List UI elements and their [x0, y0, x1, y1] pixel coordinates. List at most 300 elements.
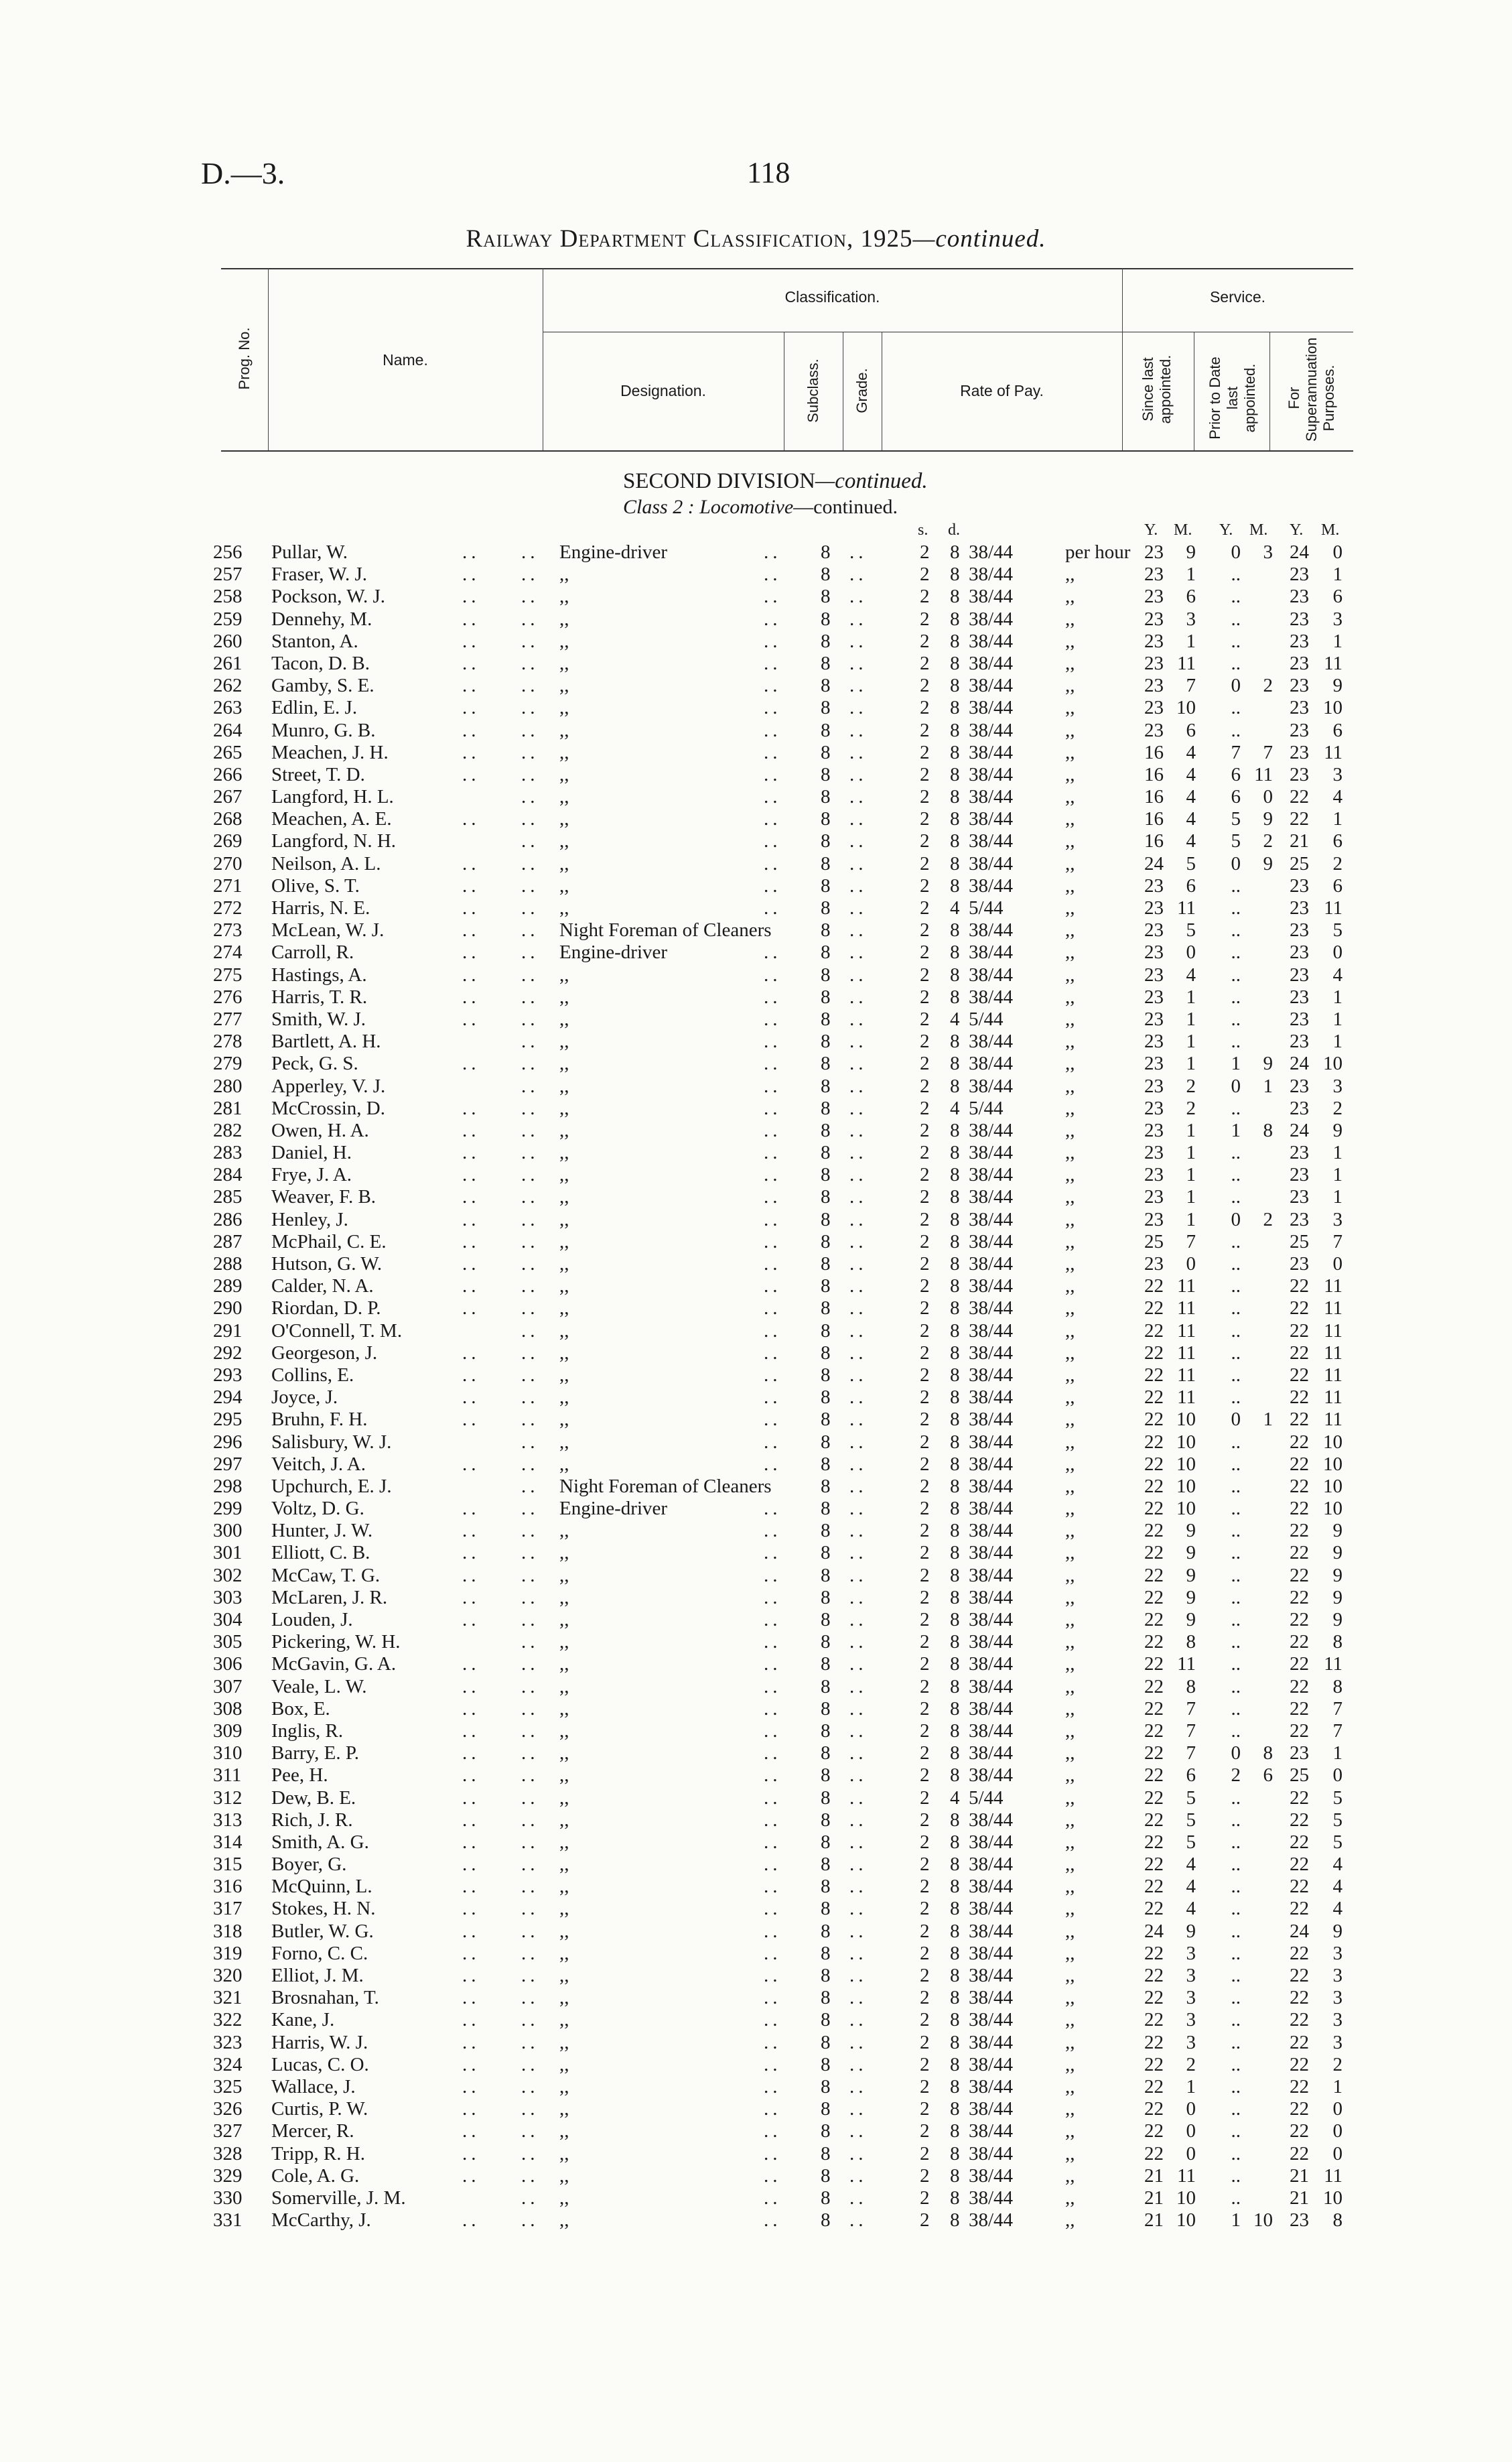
leader-dots: ..: [849, 1208, 868, 1230]
cell-rate-fraction: 38/44: [969, 1186, 1014, 1208]
cell-subclass: 8: [821, 1142, 831, 1164]
cell-prior-years: ..: [1231, 1230, 1241, 1252]
cell-rate-fraction: 38/44: [969, 1965, 1014, 1986]
cell-rate-shillings: 2: [920, 1764, 930, 1787]
cell-name: Barry, E. P.: [271, 1742, 360, 1764]
cell-subclass: 8: [821, 608, 831, 630]
cell-subclass: 8: [821, 697, 831, 719]
cell-rate-period: ,,: [1065, 874, 1075, 897]
cell-since-months: 0: [1186, 2120, 1196, 2142]
leader-dots: ..: [849, 1386, 868, 1409]
cell-super-years: 22: [1290, 2053, 1309, 2075]
leader-dots: ..: [462, 1253, 480, 1275]
table-row: [0, 1453, 1512, 1476]
leader-dots: ..: [521, 1720, 539, 1742]
cell-subclass: 8: [821, 1097, 831, 1119]
cell-name: McCaw, T. G.: [271, 1564, 381, 1586]
cell-designation: ,,: [559, 808, 569, 830]
cell-rate-fraction: 38/44: [969, 1697, 1014, 1720]
leader-dots: ..: [521, 564, 539, 586]
cell-name: Langford, N. H.: [271, 830, 397, 852]
cell-rate-pence: 8: [950, 786, 960, 808]
cell-rate-period: ,,: [1065, 1431, 1075, 1453]
cell-since-years: 23: [1144, 1119, 1164, 1141]
cell-name: Stanton, A.: [271, 630, 358, 652]
leader-dots: ..: [764, 586, 782, 608]
leader-dots: ..: [764, 942, 782, 964]
leader-dots: ..: [849, 1498, 868, 1520]
cell-prior-years: 6: [1231, 763, 1241, 785]
cell-prior-years: 6: [1231, 786, 1241, 808]
cell-rate-fraction: 38/44: [969, 586, 1014, 608]
leader-dots: ..: [849, 1475, 868, 1497]
leader-dots: ..: [521, 697, 539, 719]
cell-super-months: 3: [1332, 1942, 1343, 1964]
cell-rate-pence: 8: [950, 2209, 960, 2231]
cell-subclass: 8: [821, 1898, 831, 1920]
cell-subclass: 8: [821, 1297, 831, 1319]
cell-rate-period: ,,: [1065, 1764, 1075, 1787]
cell-rate-shillings: 2: [920, 2142, 930, 2164]
leader-dots: ..: [849, 1542, 868, 1564]
cell-since-years: 16: [1144, 830, 1164, 852]
cell-since-years: 24: [1144, 852, 1164, 874]
cell-super-months: 9: [1332, 675, 1343, 697]
cell-rate-fraction: 38/44: [969, 1253, 1014, 1275]
cell-since-years: 23: [1144, 719, 1164, 741]
cell-rate-pence: 8: [950, 1720, 960, 1742]
cell-rate-fraction: 38/44: [969, 541, 1014, 563]
cell-prior-years: ..: [1231, 608, 1241, 630]
cell-rate-pence: 8: [950, 830, 960, 852]
cell-designation: ,,: [559, 1542, 569, 1564]
leader-dots: ..: [849, 1275, 868, 1297]
cell-rate-pence: 8: [950, 1920, 960, 1942]
cell-subclass: 8: [821, 2120, 831, 2142]
cell-super-years: 23: [1290, 1742, 1309, 1764]
cell-rate-shillings: 2: [920, 1742, 930, 1764]
leader-dots: ..: [462, 1364, 480, 1386]
leader-dots: ..: [521, 1208, 539, 1230]
cell-subclass: 8: [821, 964, 831, 986]
cell-since-months: 5: [1186, 1831, 1196, 1853]
cell-rate-shillings: 2: [920, 1854, 930, 1876]
cell-super-months: 10: [1323, 1475, 1343, 1497]
cell-rate-pence: 8: [950, 852, 960, 874]
cell-super-months: 11: [1324, 1653, 1343, 1675]
cell-since-years: 23: [1144, 986, 1164, 1008]
cell-rate-shillings: 2: [920, 919, 930, 942]
cell-rate-shillings: 2: [920, 564, 930, 586]
cell-super-years: 22: [1290, 1520, 1309, 1542]
leader-dots: ..: [521, 741, 539, 763]
leader-dots: ..: [521, 1854, 539, 1876]
cell-prior-years: ..: [1231, 1253, 1241, 1275]
cell-super-months: 1: [1332, 1031, 1343, 1053]
cell-rate-pence: 8: [950, 1520, 960, 1542]
cell-super-years: 22: [1290, 1586, 1309, 1608]
cell-rate-pence: 4: [950, 1787, 960, 1809]
leader-dots: ..: [849, 1520, 868, 1542]
leader-dots: ..: [462, 808, 480, 830]
cell-prior-years: ..: [1231, 1920, 1241, 1942]
cell-subclass: 8: [821, 808, 831, 830]
cell-rate-fraction: 38/44: [969, 1319, 1014, 1342]
cell-prog-no: 317: [213, 1898, 243, 1920]
leader-dots: ..: [849, 608, 868, 630]
cell-name: Tripp, R. H.: [271, 2142, 365, 2164]
cell-super-months: 1: [1332, 986, 1343, 1008]
leader-dots: ..: [849, 1586, 868, 1608]
leader-dots: ..: [764, 1742, 782, 1764]
table-row: [0, 1164, 1512, 1186]
cell-designation: ,,: [559, 608, 569, 630]
cell-since-years: 22: [1144, 1831, 1164, 1853]
leader-dots: ..: [521, 586, 539, 608]
cell-rate-shillings: 2: [920, 1386, 930, 1409]
leader-dots: ..: [521, 919, 539, 942]
leader-dots: ..: [764, 1787, 782, 1809]
cell-since-months: 1: [1186, 1031, 1196, 1053]
table-row: [0, 1498, 1512, 1520]
leader-dots: ..: [462, 1854, 480, 1876]
cell-name: McLaren, J. R.: [271, 1586, 388, 1608]
table-row: [0, 830, 1512, 852]
leader-dots: ..: [849, 2098, 868, 2120]
cell-name: Veale, L. W.: [271, 1675, 367, 1697]
cell-since-years: 22: [1144, 1297, 1164, 1319]
cell-name: Somerville, J. M.: [271, 2187, 406, 2209]
cell-super-months: 9: [1332, 1920, 1343, 1942]
cell-prior-years: ..: [1231, 1431, 1241, 1453]
cell-since-years: 23: [1144, 1208, 1164, 1230]
cell-rate-pence: 8: [950, 2053, 960, 2075]
cell-subclass: 8: [821, 1053, 831, 1075]
leader-dots: ..: [849, 1609, 868, 1630]
leader-dots: ..: [849, 2075, 868, 2097]
leader-dots: ..: [764, 741, 782, 763]
table-row: [0, 1631, 1512, 1653]
cell-super-years: 22: [1290, 2098, 1309, 2120]
cell-name: Pullar, W.: [271, 541, 348, 563]
cell-rate-period: ,,: [1065, 1186, 1075, 1208]
leader-dots: ..: [764, 564, 782, 586]
cell-name: Smith, W. J.: [271, 1008, 366, 1030]
leader-dots: ..: [764, 2031, 782, 2053]
cell-name: Lucas, C. O.: [271, 2053, 369, 2075]
cell-prior-months: 2: [1263, 675, 1273, 697]
cell-prog-no: 295: [213, 1409, 243, 1431]
cell-prog-no: 303: [213, 1586, 243, 1608]
leader-dots: ..: [764, 1342, 782, 1364]
cell-rate-period: per hour: [1065, 541, 1131, 563]
cell-super-months: 2: [1332, 852, 1343, 874]
leader-dots: ..: [462, 942, 480, 964]
leader-dots: ..: [849, 763, 868, 785]
leader-dots: ..: [521, 1230, 539, 1252]
cell-name: Georgeson, J.: [271, 1342, 378, 1364]
leader-dots: ..: [462, 1564, 480, 1586]
table-row: [0, 1098, 1512, 1120]
cell-since-months: 7: [1186, 1720, 1196, 1742]
cell-since-years: 22: [1144, 1409, 1164, 1431]
cell-subclass: 8: [821, 763, 831, 785]
cell-rate-shillings: 2: [920, 1720, 930, 1742]
cell-rate-shillings: 2: [920, 719, 930, 741]
leader-dots: ..: [849, 1787, 868, 1809]
cell-prog-no: 330: [213, 2187, 243, 2209]
cell-subclass: 8: [821, 1764, 831, 1787]
cell-since-months: 6: [1186, 874, 1196, 897]
cell-rate-fraction: 38/44: [969, 1942, 1014, 1964]
cell-since-months: 7: [1186, 1697, 1196, 1720]
cell-prior-years: ..: [1231, 2031, 1241, 2053]
table-row: [0, 1764, 1512, 1787]
cell-super-years: 23: [1290, 874, 1309, 897]
leader-dots: ..: [462, 1831, 480, 1853]
leader-dots: ..: [849, 2164, 868, 2187]
leader-dots: ..: [764, 630, 782, 652]
leader-dots: ..: [849, 852, 868, 874]
cell-super-years: 24: [1290, 541, 1309, 563]
cell-name: McQuinn, L.: [271, 1876, 372, 1898]
page-number: 118: [747, 156, 791, 189]
cell-super-years: 23: [1290, 1253, 1309, 1275]
table-row: [0, 1231, 1512, 1253]
cell-rate-fraction: 38/44: [969, 1720, 1014, 1742]
cell-designation: Night Foreman of Cleaners: [559, 919, 772, 942]
leader-dots: ..: [521, 719, 539, 741]
cell-name: Brosnahan, T.: [271, 1987, 379, 2009]
table-row: [0, 1076, 1512, 1098]
leader-dots: ..: [849, 1653, 868, 1675]
cell-name: Fraser, W. J.: [271, 564, 368, 586]
table-row: [0, 1943, 1512, 1965]
cell-prior-years: ..: [1231, 2053, 1241, 2075]
cell-subclass: 8: [821, 1275, 831, 1297]
cell-super-years: 22: [1290, 1876, 1309, 1898]
cell-rate-shillings: 2: [920, 763, 930, 785]
cell-prior-years: ..: [1231, 1876, 1241, 1898]
cell-rate-shillings: 2: [920, 1431, 930, 1453]
cell-super-years: 23: [1290, 741, 1309, 763]
table-row: [0, 1854, 1512, 1876]
cell-designation: ,,: [559, 1609, 569, 1630]
cell-subclass: 8: [821, 1653, 831, 1675]
leader-dots: ..: [849, 1564, 868, 1586]
cell-designation: ,,: [559, 1631, 569, 1653]
cell-since-months: 3: [1186, 2009, 1196, 2031]
cell-rate-fraction: 38/44: [969, 2009, 1014, 2031]
leader-dots: ..: [764, 2075, 782, 2097]
leader-dots: ..: [764, 1498, 782, 1520]
cell-designation: ,,: [559, 2120, 569, 2142]
cell-super-months: 11: [1324, 1364, 1343, 1386]
leader-dots: ..: [462, 897, 480, 919]
cell-prior-months: 8: [1263, 1742, 1273, 1764]
cell-rate-fraction: 38/44: [969, 1142, 1014, 1164]
leader-dots: ..: [521, 1475, 539, 1497]
cell-rate-period: ,,: [1065, 919, 1075, 942]
leader-dots: ..: [462, 1342, 480, 1364]
leader-dots: ..: [849, 1075, 868, 1097]
cell-subclass: 8: [821, 1031, 831, 1053]
leader-dots: ..: [764, 1386, 782, 1409]
cell-name: Harris, W. J.: [271, 2031, 368, 2053]
title-suffix: —continued.: [912, 225, 1046, 253]
cell-rate-fraction: 38/44: [969, 2031, 1014, 2053]
cell-rate-shillings: 2: [920, 852, 930, 874]
cell-rate-shillings: 2: [920, 1876, 930, 1898]
header-name: Name.: [383, 351, 428, 369]
cell-designation: ,,: [559, 564, 569, 586]
cell-rate-fraction: 38/44: [969, 1386, 1014, 1409]
cell-super-years: 22: [1290, 1942, 1309, 1964]
cell-since-months: 9: [1186, 1542, 1196, 1564]
cell-subclass: 8: [821, 1920, 831, 1942]
cell-super-months: 0: [1332, 2120, 1343, 2142]
cell-since-years: 23: [1144, 919, 1164, 942]
cell-rate-fraction: 38/44: [969, 1475, 1014, 1497]
header-classification: Classification.: [784, 288, 880, 306]
cell-rate-pence: 8: [950, 1675, 960, 1697]
cell-super-years: 21: [1290, 830, 1309, 852]
page-title: [0, 224, 1512, 253]
cell-name: McCrossin, D.: [271, 1097, 385, 1119]
cell-rate-shillings: 2: [920, 630, 930, 652]
title-main: Railway Department Classification, 1925: [466, 225, 913, 253]
cell-rate-pence: 8: [950, 763, 960, 785]
cell-since-years: 22: [1144, 1942, 1164, 1964]
table-row: [0, 1898, 1512, 1920]
cell-since-years: 23: [1144, 1075, 1164, 1097]
cell-super-months: 5: [1332, 1831, 1343, 1853]
cell-designation: ,,: [559, 1119, 569, 1141]
cell-prior-years: ..: [1231, 1498, 1241, 1520]
table-row: [0, 1253, 1512, 1275]
leader-dots: ..: [764, 1542, 782, 1564]
cell-rate-period: ,,: [1065, 1142, 1075, 1164]
table-row: [0, 1142, 1512, 1164]
cell-prog-no: 326: [213, 2098, 243, 2120]
cell-name: Louden, J.: [271, 1609, 353, 1630]
leader-dots: ..: [462, 919, 480, 942]
cell-rate-period: ,,: [1065, 1675, 1075, 1697]
cell-subclass: 8: [821, 919, 831, 942]
leader-dots: ..: [764, 1097, 782, 1119]
cell-rate-shillings: 2: [920, 2009, 930, 2031]
cell-rate-shillings: 2: [920, 1609, 930, 1630]
cell-designation: ,,: [559, 1008, 569, 1030]
leader-dots: ..: [849, 830, 868, 852]
cell-super-months: 9: [1332, 1119, 1343, 1141]
cell-name: McCarthy, J.: [271, 2209, 371, 2231]
cell-subclass: 8: [821, 741, 831, 763]
cell-rate-period: ,,: [1065, 1854, 1075, 1876]
leader-dots: ..: [462, 1742, 480, 1764]
cell-since-months: 4: [1186, 964, 1196, 986]
cell-since-months: 10: [1176, 2209, 1196, 2231]
cell-since-years: 22: [1144, 1498, 1164, 1520]
cell-since-years: 23: [1144, 964, 1164, 986]
cell-since-years: 22: [1144, 2053, 1164, 2075]
cell-subclass: 8: [821, 1186, 831, 1208]
cell-rate-fraction: 38/44: [969, 986, 1014, 1008]
cell-name: McPhail, C. E.: [271, 1230, 387, 1252]
cell-prior-years: ..: [1231, 1520, 1241, 1542]
cell-designation: ,,: [559, 586, 569, 608]
header-designation: Designation.: [620, 382, 706, 399]
cell-subclass: 8: [821, 1164, 831, 1186]
leader-dots: ..: [849, 2053, 868, 2075]
unit-months-since: M.: [1174, 521, 1192, 539]
cell-since-months: 4: [1186, 763, 1196, 785]
cell-since-months: 0: [1186, 942, 1196, 964]
table-row: [0, 697, 1512, 719]
leader-dots: ..: [462, 586, 480, 608]
cell-rate-shillings: 2: [920, 1164, 930, 1186]
cell-prior-years: ..: [1231, 1186, 1241, 1208]
cell-subclass: 8: [821, 2187, 831, 2209]
cell-subclass: 8: [821, 719, 831, 741]
cell-rate-period: ,,: [1065, 1342, 1075, 1364]
cell-name: Owen, H. A.: [271, 1119, 369, 1141]
cell-rate-shillings: 2: [920, 1053, 930, 1075]
division-title-main: SECOND DIVISION: [623, 469, 815, 493]
cell-prog-no: 302: [213, 1564, 243, 1586]
leader-dots: ..: [764, 1208, 782, 1230]
cell-rate-fraction: 38/44: [969, 1053, 1014, 1075]
cell-prior-months: 2: [1263, 1208, 1273, 1230]
cell-subclass: 8: [821, 1831, 831, 1853]
table-row: [0, 1809, 1512, 1831]
leader-dots: ..: [521, 1097, 539, 1119]
cell-rate-pence: 8: [950, 564, 960, 586]
cell-since-months: 1: [1186, 1053, 1196, 1075]
unit-shillings: s.: [918, 521, 929, 539]
cell-super-years: 25: [1290, 852, 1309, 874]
cell-prog-no: 312: [213, 1787, 243, 1809]
cell-prior-years: ..: [1231, 2075, 1241, 2097]
cell-subclass: 8: [821, 1987, 831, 2009]
cell-super-years: 23: [1290, 564, 1309, 586]
cell-prior-years: ..: [1231, 1319, 1241, 1342]
leader-dots: ..: [462, 1764, 480, 1787]
leader-dots: ..: [462, 1453, 480, 1475]
leader-dots: ..: [521, 1764, 539, 1787]
leader-dots: ..: [521, 852, 539, 874]
cell-prog-no: 290: [213, 1297, 243, 1319]
unit-years-prior: Y.: [1219, 521, 1233, 539]
leader-dots: ..: [521, 2009, 539, 2031]
cell-super-years: 22: [1290, 1564, 1309, 1586]
cell-since-months: 5: [1186, 1787, 1196, 1809]
cell-designation: ,,: [559, 763, 569, 785]
class-label: Class 2 :: [623, 496, 695, 518]
cell-name: McLean, W. J.: [271, 919, 385, 942]
cell-subclass: 8: [821, 586, 831, 608]
cell-super-months: 11: [1324, 1342, 1343, 1364]
cell-super-months: 5: [1332, 919, 1343, 942]
cell-rate-shillings: 2: [920, 1008, 930, 1030]
cell-super-years: 23: [1290, 719, 1309, 741]
leader-dots: ..: [462, 675, 480, 697]
leader-dots: ..: [849, 1319, 868, 1342]
cell-rate-period: ,,: [1065, 1498, 1075, 1520]
cell-designation: ,,: [559, 2098, 569, 2120]
cell-designation: ,,: [559, 1787, 569, 1809]
cell-name: Smith, A. G.: [271, 1831, 369, 1853]
